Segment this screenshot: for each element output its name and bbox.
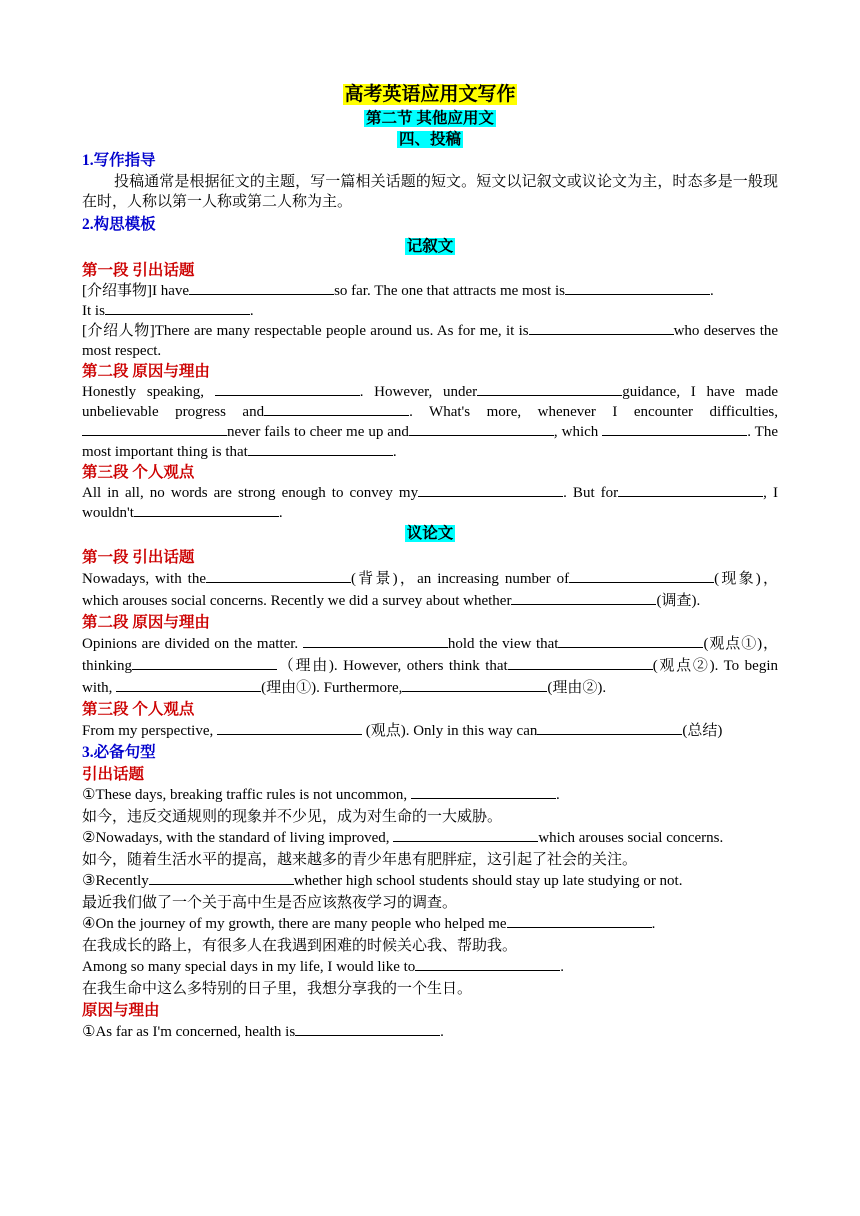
fill-blank: [264, 403, 409, 416]
fill-blank: [82, 423, 227, 436]
text-span: (现象)，which arouses social concerns. Recently we did a survey about whether: [82, 571, 779, 609]
text-span: . But for: [563, 485, 619, 501]
text-span: (观点①)，thinking: [82, 636, 779, 674]
intro-e4: [82, 914, 778, 936]
text-span: . However, under: [359, 384, 478, 400]
text-span: Among so many special days in my life, I would like to: [82, 959, 416, 975]
text-span: .: [555, 787, 560, 803]
narrative-p1-line2: [82, 301, 778, 321]
argumentative-p3-text: [82, 720, 778, 742]
narrative-p1-line3: [82, 321, 778, 361]
fill-blank: [511, 592, 656, 605]
narrative-p3-title: 第三段 个人观点: [82, 464, 195, 481]
fill-blank: [303, 635, 448, 648]
narrative-label: [82, 236, 778, 257]
text-span: From my perspective,: [82, 723, 214, 739]
text-span: ③Recently: [82, 873, 149, 889]
text-span: （理由). However, others think that: [277, 658, 508, 674]
fill-blank: [537, 722, 682, 735]
intro-c4: 在我成长的路上，有很多人在我遇到困难的时候关心我、帮助我。: [82, 937, 518, 954]
intro-c2: 如今，随着生活水平的提高，越来越多的青少年患有肥胖症，这引起了社会的关注。: [82, 851, 638, 868]
text-span: It is: [82, 303, 105, 319]
template-heading: 2.构思模板: [82, 216, 156, 233]
text-span: hold the view that: [447, 636, 559, 652]
text-span: ②Nowadays, with the standard of living improved,: [82, 830, 390, 846]
text-span: never fails to cheer me up and: [227, 424, 409, 440]
argumentative-p1-text: [82, 568, 778, 612]
guide-text: 投稿通常是根据征文的主题，写一篇相关话题的短文。短文以记叙文或议论文为主，时态多是一般现在时，人称以第一人称或第二人称为主。: [82, 174, 778, 210]
fill-blank: [409, 423, 554, 436]
fill-blank: [558, 635, 703, 648]
text-span: guidance, I have made unbelievable progress and: [82, 384, 779, 420]
argumentative-label-text: 议论文: [406, 525, 454, 542]
fill-blank: [569, 570, 714, 583]
text-span: . The most important thing is that: [82, 424, 778, 460]
fill-blank: [618, 484, 763, 497]
narrative-p3-text: [82, 483, 778, 523]
text-span: (理由①). Furthermore,: [261, 680, 403, 696]
section-text: 第二节 其他应用文: [366, 110, 494, 127]
fill-blank: [248, 443, 393, 456]
subsection-text: 四、投稿: [398, 131, 461, 148]
fill-blank: [393, 829, 538, 842]
narrative-p2-title: 第二段 原因与理由: [82, 363, 210, 380]
text-span: whether high school students should stay up late studying or not.: [293, 873, 683, 889]
fill-blank: [295, 1023, 440, 1036]
fill-blank: [206, 570, 351, 583]
text-span: (背景)，an increasing number of: [351, 571, 570, 587]
fill-blank: [105, 302, 250, 315]
text-span: .: [560, 959, 565, 975]
text-span: [介绍人物]There are many respectable people around us. As for me, it is: [82, 323, 529, 339]
fill-blank: [132, 657, 277, 670]
text-span: .: [278, 505, 283, 521]
text-span: who: [673, 323, 700, 339]
fill-blank: [402, 679, 547, 692]
text-span: Honestly speaking,: [82, 384, 204, 400]
fill-blank: [602, 423, 747, 436]
fill-blank: [217, 722, 362, 735]
text-span: which arouses social concerns.: [538, 830, 724, 846]
text-span: deserves the most respect.: [82, 323, 779, 359]
text-span: [介绍事物]I have: [82, 283, 190, 299]
text-span: (调查).: [656, 593, 701, 609]
intro-title: 引出话题: [82, 766, 145, 783]
fill-blank: [215, 383, 360, 396]
text-span: , which: [553, 424, 599, 440]
argumentative-p3-title: 第三段 个人观点: [82, 701, 195, 718]
fill-blank: [508, 657, 653, 670]
intro-e5: [82, 957, 778, 979]
argumentative-p2-text: [82, 633, 778, 699]
text-span: All in all, no words are strong enough to convey my: [82, 485, 419, 501]
narrative-p2-text: [82, 382, 778, 462]
text-span: Nowadays, with the: [82, 571, 207, 587]
subsection-title: [82, 129, 778, 150]
text-span: (观点). Only in this way can: [365, 723, 538, 739]
text-span: .: [392, 444, 397, 460]
fill-blank: [189, 282, 334, 295]
text-span: .: [440, 1024, 444, 1040]
narrative-p1-line1: [82, 281, 778, 301]
argumentative-label: [82, 523, 778, 544]
argumentative-p2-title: 第二段 原因与理由: [82, 614, 210, 631]
fill-blank: [418, 484, 563, 497]
reasons-e1: [82, 1021, 778, 1043]
fill-blank: [507, 915, 652, 928]
text-span: .: [249, 303, 254, 319]
text-span: (观点②). To begin with,: [82, 658, 778, 696]
text-span: ①These days, breaking traffic rules is not uncommon,: [82, 787, 408, 803]
fill-blank: [411, 786, 556, 799]
intro-e1: [82, 785, 778, 807]
argumentative-p1-title: 第一段 引出话题: [82, 549, 195, 566]
text-span: so far. The one that attracts me most is: [334, 283, 565, 299]
narrative-label-text: 记叙文: [406, 238, 454, 255]
sentences-heading: 3.必备句型: [82, 744, 156, 761]
fill-blank: [116, 679, 261, 692]
guide-heading: 1.写作指导: [82, 152, 156, 169]
text-span: .: [651, 916, 656, 932]
fill-blank: [134, 504, 279, 517]
text-span: . What's more, whenever I encounter difficulties,: [409, 404, 778, 420]
fill-blank: [565, 282, 710, 295]
narrative-p1-title: 第一段 引出话题: [82, 262, 195, 279]
fill-blank: [149, 872, 294, 885]
fill-blank: [477, 383, 622, 396]
text-span: Opinions are divided on the matter.: [82, 636, 299, 652]
fill-blank: [529, 322, 674, 335]
section-title: [82, 108, 778, 129]
page-title: [82, 82, 778, 108]
text-span: (理由②).: [547, 680, 607, 696]
text-span: ④On the journey of my growth, there are many people who helped me: [82, 916, 507, 932]
reasons-title: 原因与理由: [82, 1002, 160, 1019]
text-span: .: [709, 283, 714, 299]
intro-e3: [82, 871, 778, 893]
text-span: (总结): [682, 723, 723, 739]
intro-c1: 如今，违反交通规则的现象并不少见，成为对生命的一大威胁。: [82, 808, 503, 825]
fill-blank: [415, 958, 560, 971]
intro-c3: 最近我们做了一个关于高中生是否应该熬夜学习的调查。: [82, 894, 458, 911]
intro-e2: [82, 828, 778, 850]
text-span: ①As far as I'm concerned, health is: [82, 1024, 296, 1040]
intro-c5: 在我生命中这么多特别的日子里，我想分享我的一个生日。: [82, 980, 473, 997]
title-text: 高考英语应用文写作: [344, 84, 516, 105]
text-span: , I wouldn't: [82, 485, 778, 521]
